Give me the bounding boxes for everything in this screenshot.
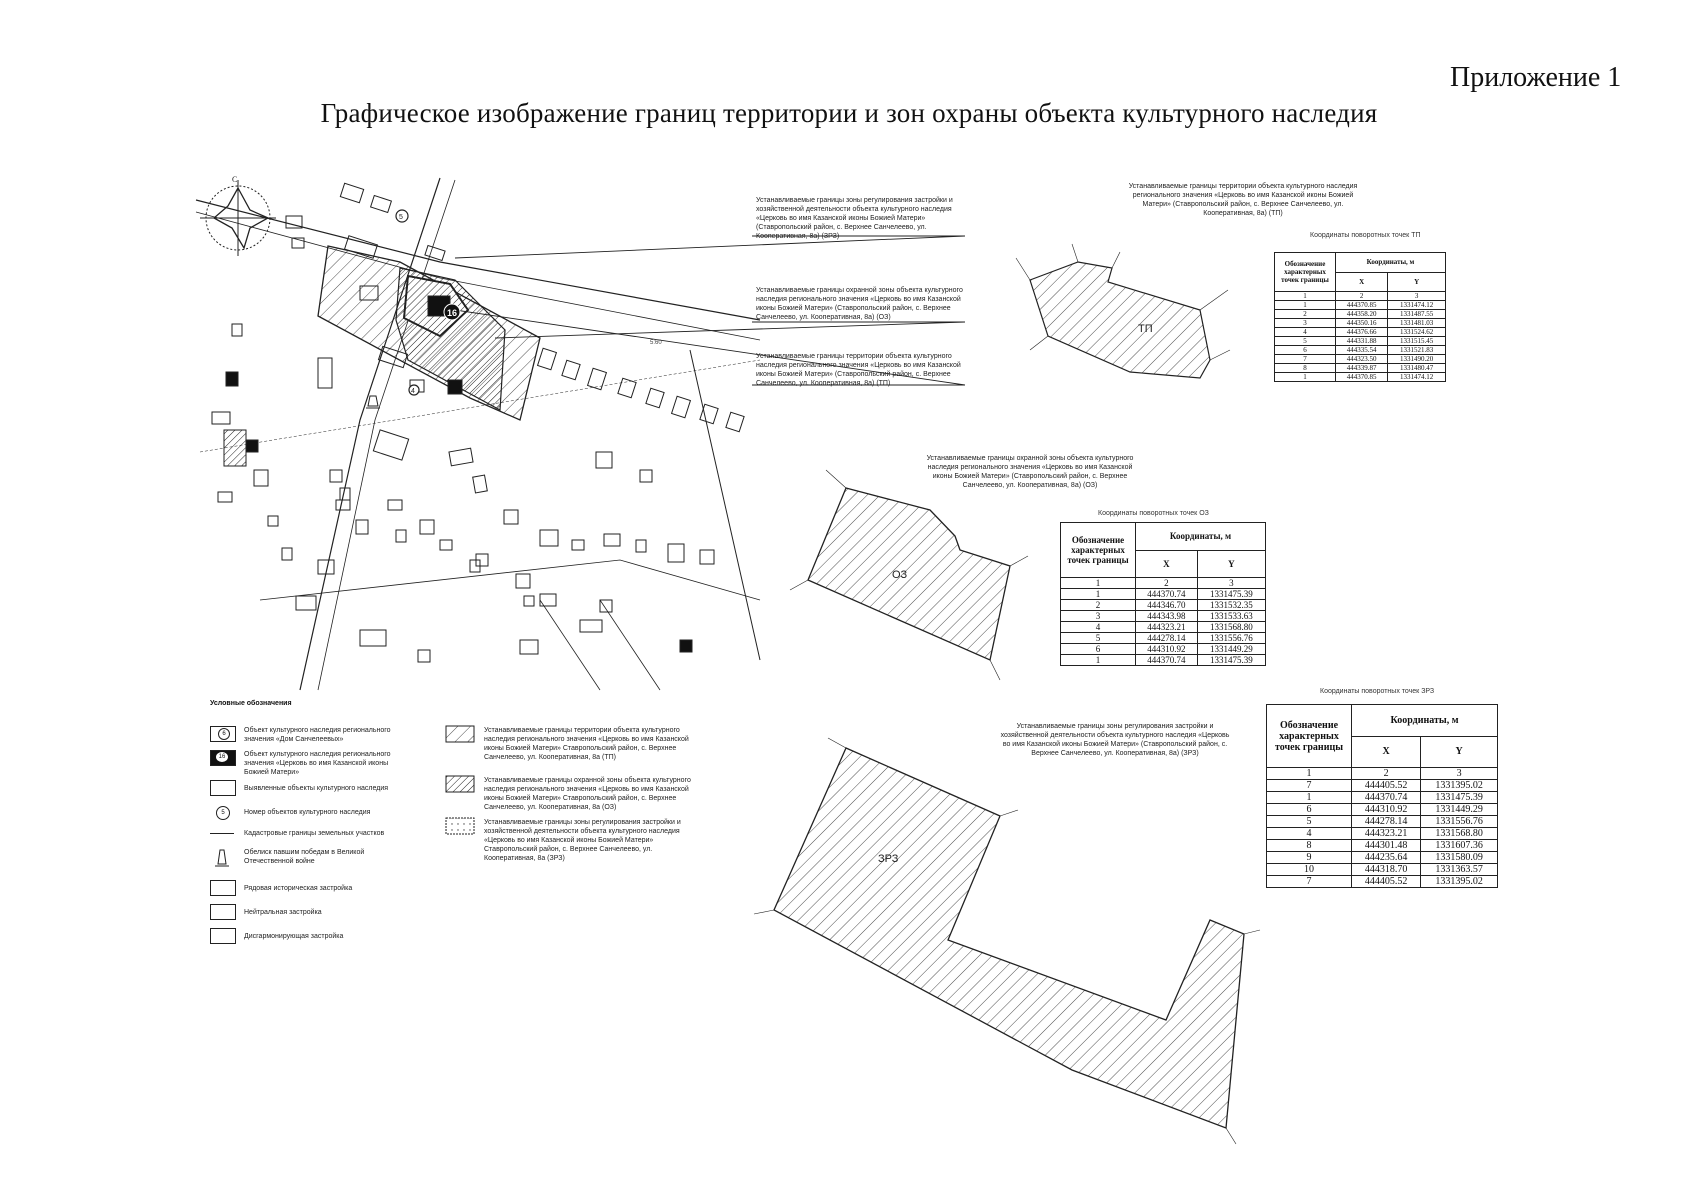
y-cell: 1331487.55: [1388, 310, 1446, 319]
x-cell: 444343.98: [1136, 611, 1198, 622]
table-row: [1275, 319, 1446, 328]
legend-icon-object-2: 16: [210, 750, 236, 766]
x-cell: 444370.85: [1336, 301, 1388, 310]
y-cell: 1331515.45: [1388, 337, 1446, 346]
table-row: [1267, 840, 1498, 852]
x-cell: 444310.92: [1352, 804, 1421, 816]
legend-icon-disharmonious-building: [210, 928, 236, 944]
point-id-cell: 10: [1267, 864, 1352, 876]
x-cell: 444370.74: [1136, 589, 1198, 600]
x-cell: 444335.54: [1336, 346, 1388, 355]
callout-zrz: Устанавливаемые границы зоны регулирования застройки и хозяйственной деятельности объекта культурного наследия «Церковь во имя Казанской иконы Божией Матери» (Ставропольский район, с. Верхнее Санчелеево, ул. Кооперативная, 8а) (ЗРЗ): [756, 197, 953, 240]
point-id-cell: 7: [1267, 876, 1352, 888]
legend-left-4: Номер объектов культурного наследия: [244, 809, 371, 816]
y-cell: 1331521.83: [1388, 346, 1446, 355]
x-cell: 444278.14: [1136, 633, 1198, 644]
x-cell: 444310.92: [1136, 644, 1198, 655]
table-row: [1267, 876, 1498, 888]
x-cell: 444405.52: [1352, 780, 1421, 792]
marker-main-label: 16: [447, 308, 458, 318]
y-cell: 1331395.02: [1421, 876, 1498, 888]
point-id-cell: 5: [1267, 816, 1352, 828]
y-cell: 1331475.39: [1197, 589, 1265, 600]
y-cell: 1331533.63: [1197, 611, 1265, 622]
y-cell: 1331481.03: [1388, 319, 1446, 328]
wind-rose-icon: [200, 175, 276, 256]
y-cell: 1331607.36: [1421, 840, 1498, 852]
zrz-table-caption: Координаты поворотных точек ЗРЗ: [1320, 688, 1435, 695]
x-cell: 444370.74: [1352, 792, 1421, 804]
x-cell: 444301.48: [1352, 840, 1421, 852]
legend-title: Условные обозначения: [210, 700, 292, 707]
marker-secondary-label: 5: [399, 214, 403, 221]
y-cell: 1331556.76: [1421, 816, 1498, 828]
table-row: [1275, 310, 1446, 319]
point-id-cell: 5: [1275, 337, 1336, 346]
legend-left-9: Дисгармонирующая застройка: [244, 933, 344, 940]
y-cell: 1331580.09: [1421, 852, 1498, 864]
tp-table-caption: Координаты поворотных точек ТП: [1310, 232, 1421, 239]
legend-icon-historic-building: [210, 880, 236, 896]
y-cell: 1331474.12: [1388, 301, 1446, 310]
zrz-zone-label: ЗРЗ: [878, 853, 899, 865]
table-row: [1061, 622, 1266, 633]
x-cell: 444370.85: [1336, 373, 1388, 382]
x-cell: 444339.87: [1336, 364, 1388, 373]
table-row: [1275, 337, 1446, 346]
svg-text:С: С: [232, 175, 238, 184]
table-row: [1061, 644, 1266, 655]
table-row: [1267, 816, 1498, 828]
table-row: [1275, 328, 1446, 337]
table-row: [1267, 864, 1498, 876]
point-id-cell: 4: [1061, 622, 1136, 633]
callout-oz: Устанавливаемые границы охранной зоны объекта культурного наследия регионального значения «Церковь во имя Казанской иконы Божией Матери» (Ставропольский район, с. Верхнее Санчелеево, ул. Кооперативная, 8а) (ОЗ): [756, 287, 963, 321]
parcel-label: 5:60: [650, 340, 662, 346]
appendix-label: Приложение 1: [1450, 62, 1622, 93]
point-id-cell: 1: [1267, 792, 1352, 804]
point-id-cell: 4: [1275, 328, 1336, 337]
legend-left-6: Обелиск павшим победам в Великой Отечественной войне: [244, 849, 365, 865]
point-id-cell: 6: [1267, 804, 1352, 816]
point-id-cell: 1: [1061, 589, 1136, 600]
point-id-cell: 8: [1275, 364, 1336, 373]
oz-coordinates-table: Обозначение характерных точек границы Координаты, м X Y 1 2 3 1 444370.74 1331475.39 2 444346.70 1331532.35 3 444343.98 1331533.63 4 444323.21 1331568.80 5 444278.14 1331556.76 6 444310.92 1331449.29 1 444370.74 1331475.39: [1060, 522, 1266, 666]
tp-caption: Устанавливаемые границы территории объекта культурного наследия регионального значения «Церковь во имя Казанской иконы Божией Матери» (Ставропольский район, с. Верхнее Санчелеево, ул. Кооперативная, 8а) (ТП): [1128, 183, 1358, 217]
table-row: [1061, 655, 1266, 666]
y-cell: 1331480.47: [1388, 364, 1446, 373]
legend-icon-identified: [210, 780, 236, 796]
table-row: [1275, 373, 1446, 382]
marker-small-label: 4: [411, 388, 415, 395]
x-cell: 444370.74: [1136, 655, 1198, 666]
point-id-cell: 4: [1267, 828, 1352, 840]
point-id-cell: 2: [1275, 310, 1336, 319]
legend-left-3: Выявленные объекты культурного наследия: [244, 785, 389, 792]
legend-left-7: Рядовая историческая застройка: [244, 885, 353, 892]
x-cell: 444405.52: [1352, 876, 1421, 888]
table-row: [1267, 852, 1498, 864]
point-id-cell: 7: [1275, 355, 1336, 364]
zrz-coordinates-table: Обозначение характерных точек границы Координаты, м X Y 1 2 3 7 444405.52 1331395.02 1 444370.74 1331475.39 6 444310.92 1331449.29 5 444278.14 1331556.76 4 444323.21 1331568.80 8 444301.48 1331607.36 9 444235.64 1331580.09 10 444318.70 1331363.57 7 444405.52 1331395.02: [1266, 704, 1498, 888]
table-row: [1061, 611, 1266, 622]
x-cell: 444235.64: [1352, 852, 1421, 864]
zrz-drawing: [754, 738, 1260, 1144]
y-cell: 1331568.80: [1197, 622, 1265, 633]
point-id-cell: 1: [1275, 301, 1336, 310]
legend-icon-number: 5: [216, 806, 230, 820]
point-id-cell: 8: [1267, 840, 1352, 852]
site-map: [196, 175, 965, 690]
oz-drawing: [790, 470, 1028, 680]
y-cell: 1331363.57: [1421, 864, 1498, 876]
legend-icon-neutral-building: [210, 904, 236, 920]
legend-right-zrz: Устанавливаемые границы зоны регулирования застройки и хозяйственной деятельности объекта культурного наследия «Церковь во имя Казанской иконы Божией Матери» Ставропольский район, с. Верхнее Санчелеево, ул. Кооперативная, 8а (ЗРЗ): [484, 819, 681, 862]
point-id-cell: 3: [1275, 319, 1336, 328]
table-row: [1275, 301, 1446, 310]
legend-right-tp: Устанавливаемые границы территории объекта культурного наследия регионального значения «Церковь во имя Казанской иконы Божией Матери» Ставропольский район, с. Верхнее Санчелеево, ул. Кооперативная, 8а (ТП): [484, 727, 689, 761]
point-id-cell: 2: [1061, 600, 1136, 611]
oz-table-caption: Координаты поворотных точек ОЗ: [1098, 510, 1209, 517]
legend-icon-cadastral-line: [210, 833, 234, 834]
point-id-cell: 1: [1275, 373, 1336, 382]
x-cell: 444358.20: [1336, 310, 1388, 319]
legend-left-5: Кадастровые границы земельных участков: [244, 830, 385, 837]
x-cell: 444323.21: [1136, 622, 1198, 633]
x-cell: 444318.70: [1352, 864, 1421, 876]
point-id-cell: 6: [1061, 644, 1136, 655]
legend-left-1: Объект культурного наследия регионального значения «Дом Санчелеевых»: [244, 727, 391, 743]
oz-caption: Устанавливаемые границы охранной зоны объекта культурного наследия регионального значения «Церковь во имя Казанской иконы Божией Матери» (Ставропольский район, с. Верхнее Санчелеево, ул. Кооперативная, 8а) (ОЗ): [926, 455, 1134, 489]
y-cell: 1331568.80: [1421, 828, 1498, 840]
point-id-cell: 7: [1267, 780, 1352, 792]
tp-coordinates-table: Обозначение характерных точек границы Координаты, м X Y 1 2 3 1 444370.85 1331474.12 2 444358.20 1331487.55 3 444350.16 1331481.03 4 444376.66 1331524.62 5 444331.88 1331515.45 6 444335.54 1331521.83 7 444323.50 1331490.20 8 444339.87 1331480.47 1 444370.85 1331474.12: [1274, 252, 1446, 382]
table-row: [1061, 600, 1266, 611]
y-cell: 1331556.76: [1197, 633, 1265, 644]
y-cell: 1331474.12: [1388, 373, 1446, 382]
page-title: Графическое изображение границ территории и зон охраны объекта культурного наследия: [320, 98, 1378, 128]
legend-left-2: Объект культурного наследия регионального значения «Церковь во имя Казанской иконы Божией Матери»: [244, 751, 391, 776]
legend-icon-object-1: 6: [210, 726, 236, 742]
table-row: [1267, 828, 1498, 840]
table-row: [1275, 346, 1446, 355]
y-cell: 1331395.02: [1421, 780, 1498, 792]
x-cell: 444350.16: [1336, 319, 1388, 328]
table-row: [1061, 589, 1266, 600]
x-cell: 444346.70: [1136, 600, 1198, 611]
y-cell: 1331532.35: [1197, 600, 1265, 611]
y-cell: 1331475.39: [1197, 655, 1265, 666]
point-id-cell: 1: [1061, 655, 1136, 666]
obelisk-icon: [368, 396, 378, 406]
legend-left-8: Нейтральная застройка: [244, 909, 322, 916]
x-cell: 444323.21: [1352, 828, 1421, 840]
table-row: [1267, 792, 1498, 804]
legend-right-oz: Устанавливаемые границы охранной зоны объекта культурного наследия регионального значения «Церковь во имя Казанской иконы Божией Матери» Ставропольский район, с. Верхнее Санчелеево, ул. Кооперативная, 8а (ОЗ): [484, 777, 691, 811]
oz-zone-label: ОЗ: [892, 569, 908, 581]
point-id-cell: 9: [1267, 852, 1352, 864]
x-cell: 444376.66: [1336, 328, 1388, 337]
point-id-cell: 6: [1275, 346, 1336, 355]
y-cell: 1331449.29: [1197, 644, 1265, 655]
zrz-caption: Устанавливаемые границы зоны регулирования застройки и хозяйственной деятельности объекта культурного наследия «Церковь во имя Казанской иконы Божией Матери» (Ставропольский район, с. Верхнее Санчелеево, ул. Кооперативная, 8а) (ЗРЗ): [1000, 723, 1230, 757]
x-cell: 444323.50: [1336, 355, 1388, 364]
tp-drawing: [1016, 244, 1230, 378]
table-row: [1275, 355, 1446, 364]
y-cell: 1331475.39: [1421, 792, 1498, 804]
x-cell: 444331.88: [1336, 337, 1388, 346]
x-cell: 444278.14: [1352, 816, 1421, 828]
legend-icon-obelisk: [214, 848, 230, 868]
callout-tp: Устанавливаемые границы территории объекта культурного наследия регионального значения «Церковь во имя Казанской иконы Божией Матери» (Ставропольский район, с. Верхнее Санчелеево, ул. Кооперативная, 8а) (ТП): [756, 353, 961, 387]
point-id-cell: 3: [1061, 611, 1136, 622]
y-cell: 1331449.29: [1421, 804, 1498, 816]
point-id-cell: 5: [1061, 633, 1136, 644]
tp-zone-label: ТП: [1138, 323, 1153, 335]
y-cell: 1331524.62: [1388, 328, 1446, 337]
table-row: [1275, 364, 1446, 373]
table-row: [1267, 780, 1498, 792]
table-row: [1061, 633, 1266, 644]
table-row: [1267, 804, 1498, 816]
y-cell: 1331490.20: [1388, 355, 1446, 364]
